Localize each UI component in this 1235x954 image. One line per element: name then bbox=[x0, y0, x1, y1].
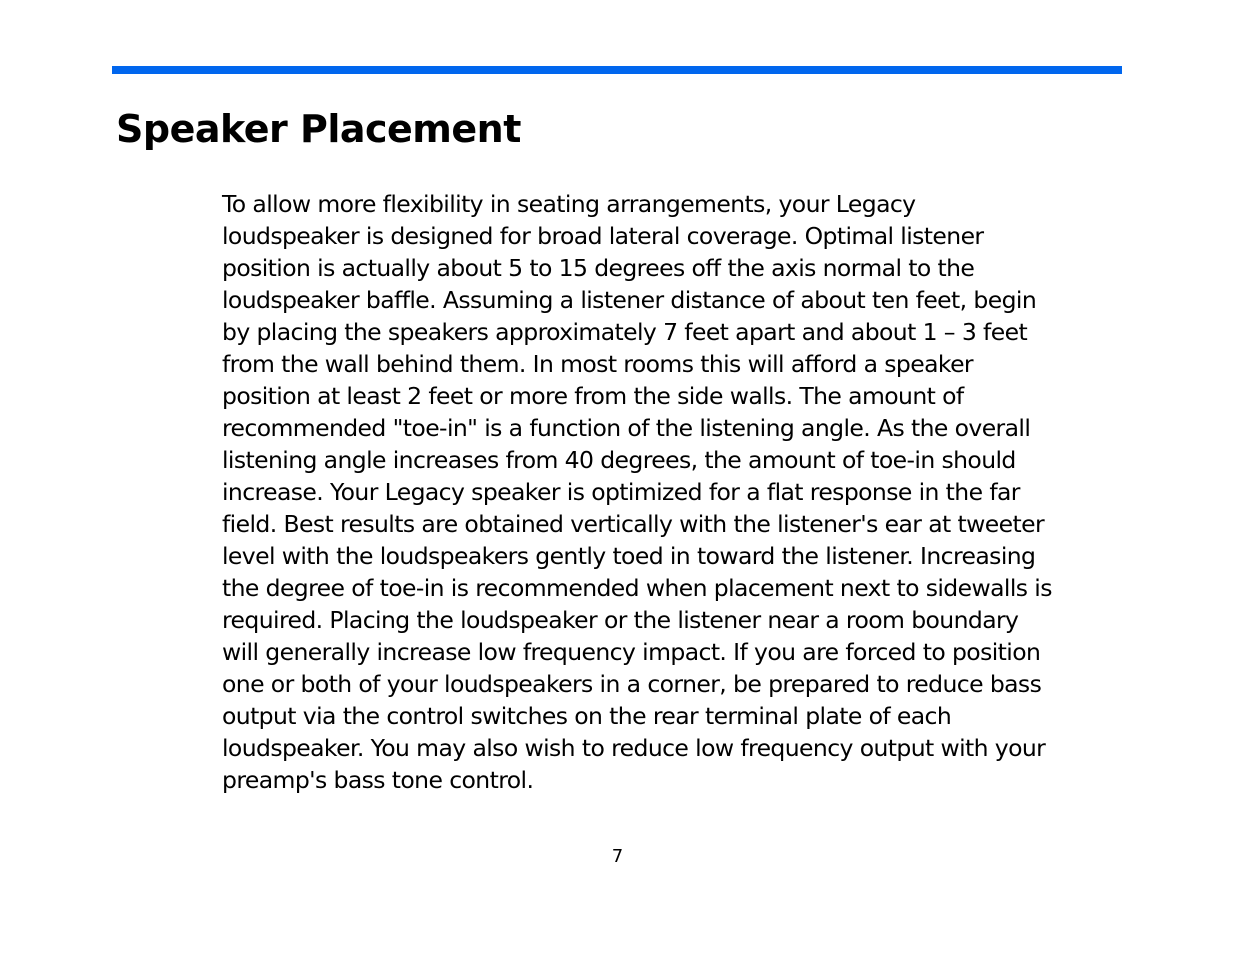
body-line: field. Best results are obtained vertically with the listener's ear at tweeter bbox=[222, 510, 1045, 538]
body-paragraph bbox=[222, 188, 1052, 796]
body-line: To allow more flexibility in seating arrangements, your Legacy bbox=[222, 190, 916, 218]
body-line: output via the control switches on the rear terminal plate of each bbox=[222, 702, 952, 730]
body-line: preamp's bass tone control. bbox=[222, 766, 534, 794]
body-line: one or both of your loudspeakers in a corner, be prepared to reduce bass bbox=[222, 670, 1042, 698]
body-line: from the wall behind them. In most rooms this will afford a speaker bbox=[222, 350, 973, 378]
body-line: recommended "toe-in" is a function of the listening angle. As the overall bbox=[222, 414, 1031, 442]
body-line: required. Placing the loudspeaker or the listener near a room boundary bbox=[222, 606, 1019, 634]
body-line: position at least 2 feet or more from the side walls. The amount of bbox=[222, 382, 964, 410]
body-line: increase. Your Legacy speaker is optimized for a flat response in the far bbox=[222, 478, 1020, 506]
body-line: loudspeaker is designed for broad lateral coverage. Optimal listener bbox=[222, 222, 984, 250]
body-line: level with the loudspeakers gently toed in toward the listener. Increasing bbox=[222, 542, 1036, 570]
body-line: by placing the speakers approximately 7 feet apart and about 1 – 3 feet bbox=[222, 318, 1028, 346]
page-title: Speaker Placement bbox=[116, 107, 521, 151]
body-line: position is actually about 5 to 15 degrees off the axis normal to the bbox=[222, 254, 975, 282]
body-line: the degree of toe-in is recommended when placement next to sidewalls is bbox=[222, 574, 1052, 602]
body-line: listening angle increases from 40 degrees, the amount of toe-in should bbox=[222, 446, 1016, 474]
page-number: 7 bbox=[611, 846, 624, 867]
body-line: loudspeaker. You may also wish to reduce low frequency output with your bbox=[222, 734, 1046, 762]
body-line: will generally increase low frequency impact. If you are forced to position bbox=[222, 638, 1041, 666]
header-rule bbox=[112, 66, 1122, 74]
body-line: loudspeaker baffle. Assuming a listener distance of about ten feet, begin bbox=[222, 286, 1037, 314]
